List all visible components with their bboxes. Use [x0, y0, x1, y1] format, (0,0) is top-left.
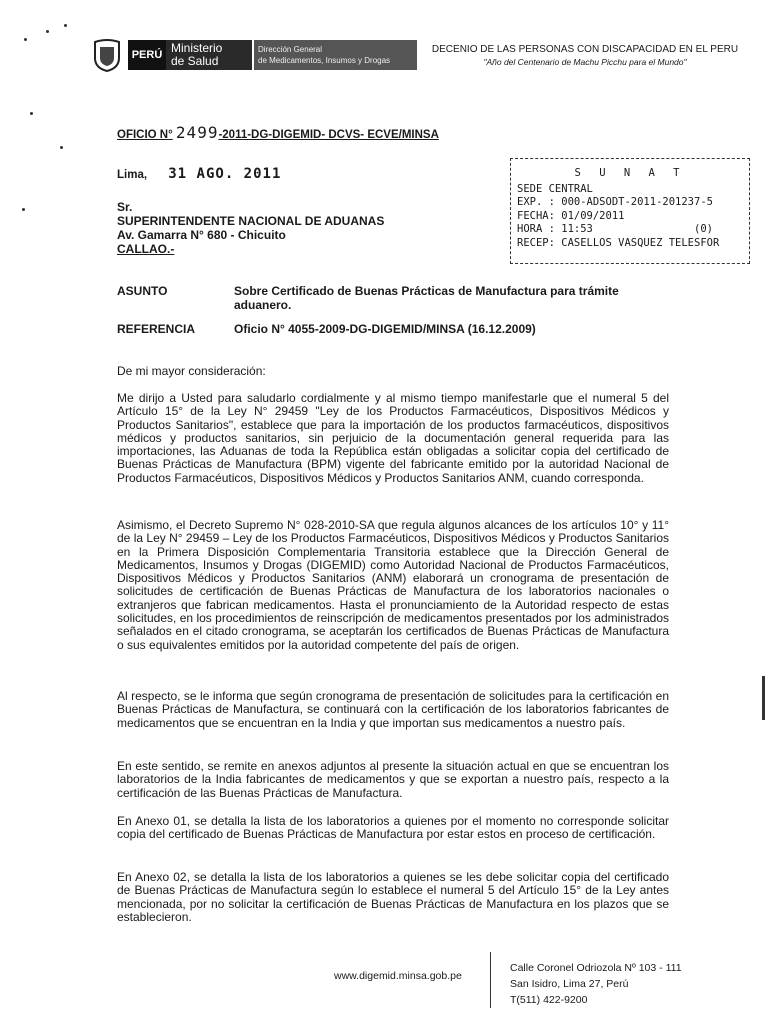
- oficio-handwritten-number: 2499: [175, 123, 219, 142]
- decade-header: [420, 44, 750, 68]
- recipient-title: SUPERINTENDENTE NACIONAL DE ADUANAS: [117, 214, 385, 228]
- recipient-block: [117, 200, 384, 256]
- date-line: [117, 166, 281, 182]
- scan-speck: [24, 38, 27, 41]
- oficio-suffix: -2011-DG-DIGEMID- DCVS- ECVE/MINSA: [218, 129, 439, 141]
- ministry-line1: Ministerio: [171, 41, 223, 55]
- asunto-label: ASUNTO: [117, 284, 168, 298]
- body-paragraph: En Anexo 01, se detalla la lista de los laboratorios a quienes por el momento no corresponde solicitar copia del certificado de Buenas Prácticas de Manufactura por estar estos en proceso de certificación.: [117, 814, 669, 842]
- stamp-title: S U N A T: [574, 167, 686, 179]
- footer-address-line2: San Isidro, Lima 27, Perú: [510, 978, 629, 990]
- footer-divider: [490, 952, 491, 1008]
- footer-phone: T(511) 422-9200: [510, 994, 588, 1006]
- scan-speck: [60, 146, 63, 149]
- digemid-label: [254, 40, 417, 70]
- sunat-reception-stamp: [510, 158, 750, 264]
- greeting: De mi mayor consideración:: [117, 364, 266, 378]
- stamp-line: RECEP: CASELLOS VASQUEZ TELESFOR: [517, 236, 720, 249]
- peru-label: PERÚ: [128, 40, 166, 70]
- footer-address: [510, 960, 682, 1008]
- scan-edge-mark: [762, 676, 765, 720]
- decade-line2: "Año del Centenario de Machu Picchu para el Mundo": [483, 57, 687, 67]
- digemid-line1: Dirección General: [258, 45, 323, 54]
- ministry-label: [166, 40, 252, 70]
- body-paragraph: En Anexo 02, se detalla la lista de los laboratorios a quienes se les debe solicitar copia del certificado de Buenas Prácticas de Manufactura según lo establece el numeral 5 del Artículo 15° de la Ley antes mencionada, por no solicitar la certificación de Buenas Prácticas de Manufactura en los plazos que se establecieron.: [117, 870, 669, 924]
- decade-line1: DECENIO DE LAS PERSONAS CON DISCAPACIDAD EN EL PERU: [431, 44, 739, 55]
- scan-speck: [30, 112, 33, 115]
- stamp-line: FECHA: 01/09/2011: [517, 209, 625, 222]
- national-seal-icon: [92, 38, 122, 72]
- salutation: Sr.: [117, 200, 133, 214]
- stamp-line: EXP. : 000-ADSODT-2011-201237-5: [517, 196, 713, 208]
- referencia-label: REFERENCIA: [117, 322, 196, 336]
- body-paragraph: Asimismo, el Decreto Supremo N° 028-2010-SA que regula algunos alcances de los artículos 10° y 11° de la Ley N° 29459 – Ley de los Productos Farmacéuticos, Dispositivos Médicos y Productos Sanitarios en la Primera Disposición Complementaria Transitoria establece que la Dirección General de Medicamentos, Insumos y Drogas (DIGEMID) como Autoridad Nacional de Productos Farmacéuticos, Dispositivos Médicos y Productos Sanitarios (ANM) elaborará un cronograma de presentación de solicitudes de certificación de Buenas Prácticas de Manufactura de los laboratorios nacionales o extranjeros que fabrican medicamentos. Hasta el pronunciamiento de la Autoridad respecto de estas solicitudes, en los procedimientos de reinscripción de medicamentos presentados por los administrados señalados en el citado cronograma, se aceptarán los certificados de Buenas Prácticas de Manufactura o sus equivalentes emitidos por la autoridad competente del país de origen.: [117, 518, 669, 652]
- asunto-text: Sobre Certificado de Buenas Prácticas de Manufactura para trámite aduanero.: [234, 284, 619, 312]
- scan-speck: [64, 24, 67, 27]
- ministry-line2: de Salud: [171, 54, 219, 68]
- body-paragraph: Me dirijo a Usted para saludarlo cordialmente y al mismo tiempo manifestarle que el numeral 5 del Artículo 15° de la Ley N° 29459 "Ley de los Productos Farmacéuticos, Dispositivos Médicos y Productos Sanitarios", establece que para la importación de los productos farmacéuticos, dispositivos médicos y productos sanitarios, sin perjuicio de la documentación general requerida para las importaciones, las Aduanas de toda la República están obligadas a solicitar copia del certificado de Buenas Prácticas de Manufactura (BPM) vigente del fabricante emitido por la autoridad Nacional de Productos Farmacéuticos, Dispositivos Médicos y Productos Sanitarios ANM, cuando corresponda.: [117, 391, 669, 485]
- referencia-text: Oficio N° 4055-2009-DG-DIGEMID/MINSA (16.12.2009): [234, 322, 536, 336]
- recipient-city: CALLAO.-: [117, 242, 175, 256]
- scan-speck: [46, 30, 49, 33]
- recipient-street: Av. Gamarra N° 680 - Chicuito: [117, 228, 286, 242]
- oficio-prefix: OFICIO N°: [117, 129, 173, 141]
- footer-website: www.digemid.minsa.gob.pe: [334, 970, 462, 982]
- footer-address-line1: Calle Coronel Odriozola Nº 103 - 111: [510, 962, 682, 974]
- stamp-line: SEDE CENTRAL: [517, 182, 593, 195]
- city-label: Lima,: [117, 169, 148, 181]
- stamped-date: 31 AGO. 2011: [168, 166, 282, 182]
- body-paragraph: Al respecto, se le informa que según cronograma de presentación de solicitudes para la certificación en Buenas Prácticas de Manufactura, se continuará con la certificación de los laboratorios fabricantes de medicamentos que se encuentran en la India y que importan sus medicamentos a nuestro país.: [117, 689, 669, 730]
- oficio-number: [117, 123, 439, 142]
- stamp-line: HORA : 11:53 (0): [517, 223, 713, 235]
- scan-speck: [22, 208, 25, 211]
- body-paragraph: En este sentido, se remite en anexos adjuntos al presente la situación actual en que se encuentran los laboratorios de la India fabricantes de medicamentos y que se exportan a nuestro país, respecto a la certificación de las Buenas Prácticas de Manufactura.: [117, 759, 669, 800]
- digemid-line2: de Medicamentos, Insumos y Drogas: [258, 56, 391, 65]
